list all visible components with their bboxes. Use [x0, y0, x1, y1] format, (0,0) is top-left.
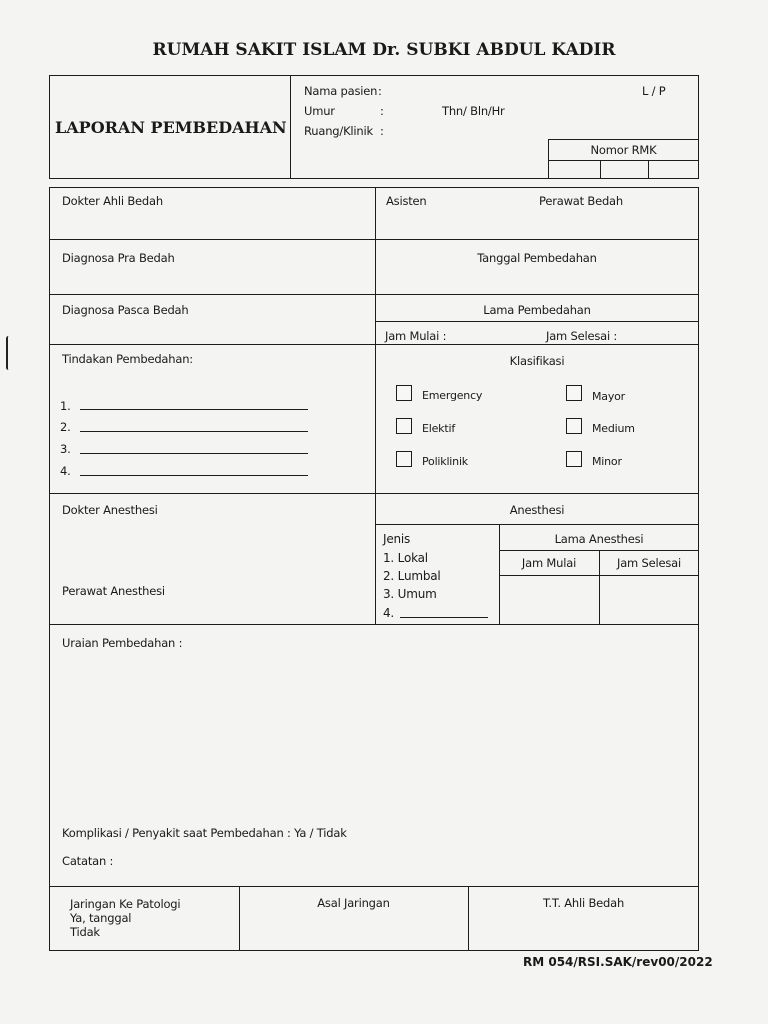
- complication-label: Komplikasi / Penyakit saat Pembedahan : Ya / Tidak: [62, 826, 347, 840]
- procedures-label: Tindakan Pembedahan:: [62, 352, 193, 366]
- rmk-digit-cell[interactable]: [648, 160, 649, 179]
- colon: :: [380, 124, 384, 138]
- surgery-date-label: Tanggal Pembedahan: [477, 251, 597, 265]
- anesthesia-label: Anesthesi: [509, 503, 565, 517]
- surgeon-label: Dokter Ahli Bedah: [62, 194, 163, 208]
- anesthesia-duration-label: Lama Anesthesi: [554, 532, 644, 546]
- post-diagnosis-label: Diagnosa Pasca Bedah: [62, 303, 189, 317]
- pathology-yes-date: Ya, tanggal: [70, 911, 132, 925]
- emergency-label: Emergency: [422, 389, 483, 402]
- major-checkbox[interactable]: [566, 385, 582, 401]
- assistant-label: Asisten: [386, 194, 427, 208]
- classification-label: Klasifikasi: [509, 354, 565, 368]
- anesthesia-end-field[interactable]: [600, 576, 698, 623]
- anesthesia-type-other: 4.: [383, 606, 395, 620]
- surgical-nurse-label: Perawat Bedah: [539, 194, 623, 208]
- anesthesia-type-general: 3. Umum: [383, 587, 437, 601]
- procedure-number: 3.: [60, 442, 71, 456]
- rmk-label: Nomor RMK: [590, 143, 657, 157]
- anesthesia-start-label: Jam Mulai: [521, 556, 577, 570]
- anesthesia-type-lumbar: 2. Lumbal: [383, 569, 441, 583]
- procedure-line[interactable]: [80, 409, 308, 410]
- procedure-number: 1.: [60, 399, 71, 413]
- anesthesia-nurse-label: Perawat Anesthesi: [62, 584, 165, 598]
- pathology-no: Tidak: [70, 925, 100, 939]
- procedure-number: 2.: [60, 420, 71, 434]
- anesthesia-type-local: 1. Lokal: [383, 551, 428, 565]
- tissue-origin-label: Asal Jaringan: [317, 896, 390, 910]
- minor-label: Minor: [592, 455, 622, 468]
- anesthesia-type-label: Jenis: [383, 532, 411, 546]
- colon: :: [380, 104, 384, 118]
- elective-checkbox[interactable]: [396, 418, 412, 434]
- form-title: LAPORAN PEMBEDAHAN: [55, 118, 287, 137]
- hospital-name: RUMAH SAKIT ISLAM Dr. SUBKI ABDUL KADIR: [152, 40, 616, 60]
- scan-mark: [6, 336, 11, 370]
- procedure-line[interactable]: [80, 453, 308, 454]
- surgery-end-label: Jam Selesai :: [546, 329, 618, 343]
- anesthesia-start-field[interactable]: [500, 576, 598, 623]
- surgery-start-label: Jam Mulai :: [385, 329, 447, 343]
- anesthesia-end-label: Jam Selesai: [617, 556, 681, 570]
- procedure-line[interactable]: [80, 431, 308, 432]
- anesthesia-doctor-label: Dokter Anesthesi: [62, 503, 158, 517]
- pre-diagnosis-label: Diagnosa Pra Bedah: [62, 251, 175, 265]
- medium-checkbox[interactable]: [566, 418, 582, 434]
- surgery-duration-label: Lama Pembedahan: [483, 303, 591, 317]
- emergency-checkbox[interactable]: [396, 385, 412, 401]
- elective-label: Elektif: [422, 422, 455, 435]
- notes-label: Catatan :: [62, 854, 114, 868]
- surgery-description-label: Uraian Pembedahan :: [62, 636, 183, 650]
- procedure-number: 4.: [60, 464, 71, 478]
- surgeon-signature-label: T.T. Ahli Bedah: [542, 896, 625, 910]
- colon: :: [378, 84, 382, 98]
- minor-checkbox[interactable]: [566, 451, 582, 467]
- age-label: Umur: [304, 104, 335, 118]
- medium-label: Medium: [592, 422, 635, 435]
- polyclinic-checkbox[interactable]: [396, 451, 412, 467]
- procedure-line[interactable]: [80, 475, 308, 476]
- surgery-description-field[interactable]: [60, 655, 690, 815]
- anesthesia-other-line[interactable]: [400, 617, 488, 618]
- patient-name-label: Nama pasien: [304, 84, 378, 98]
- sex-field[interactable]: L / P: [642, 84, 666, 98]
- age-units: Thn/ Bln/Hr: [442, 104, 505, 118]
- major-label: Mayor: [592, 390, 625, 403]
- form-code: RM 054/RSI.SAK/rev00/2022: [523, 955, 713, 969]
- rmk-digit-cell[interactable]: [600, 160, 601, 179]
- room-label: Ruang/Klinik: [304, 124, 373, 138]
- polyclinic-label: Poliklinik: [422, 455, 468, 468]
- pathology-label: Jaringan Ke Patologi: [70, 897, 181, 911]
